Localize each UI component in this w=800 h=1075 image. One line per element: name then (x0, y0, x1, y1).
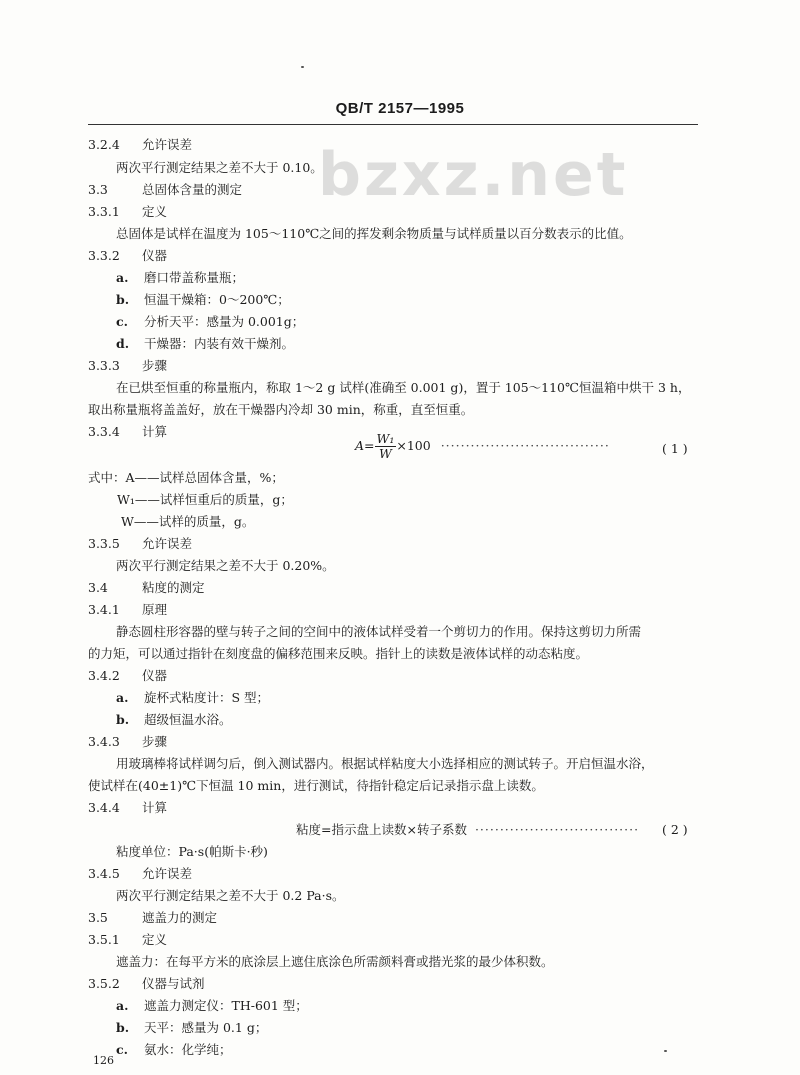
section-heading: 3.3.3 步骤 (88, 358, 168, 373)
paragraph-line: 的力矩，可以通过指针在刻度盘的偏移范围来反映。指针上的读数是液体试样的动态粘度。 (88, 646, 589, 661)
paragraph-line: 取出称量瓶将盖盖好，放在干燥器内冷却 30 min，称重，直至恒重。 (88, 402, 474, 417)
paragraph-line: 粘度单位：Pa·s(帕斯卡·秒) (116, 844, 268, 859)
paragraph-line: 遮盖力：在每平方米的底涂层上遮住底涂色所需颜料膏或揩光浆的最少体积数。 (116, 954, 554, 969)
paragraph-line: 两次平行测定结果之差不大于 0.10。 (116, 160, 323, 175)
scan-speck (301, 66, 304, 68)
list-item: c. 分析天平：感量为 0.001g； (116, 314, 305, 329)
equation-number: ( 2 ) (662, 822, 688, 837)
page-number: 126 (93, 1054, 114, 1067)
header-rule (88, 124, 698, 125)
scan-speck (664, 1050, 667, 1052)
paragraph-line: 在已烘至恒重的称量瓶内，称取 1～2 g 试样(准确至 0.001 g)，置于 105～110℃恒温箱中烘干 3 h， (116, 380, 691, 395)
section-heading: 3.3.5 允许误差 (88, 536, 193, 551)
equation-number: ( 1 ) (662, 441, 688, 456)
paragraph-line: W₁——试样恒重后的质量，g； (117, 492, 293, 507)
document-header: QB/T 2157—1995 (335, 100, 465, 117)
paragraph-line: 用玻璃棒将试样调匀后，倒入测试器内。根据试样粘度大小选择相应的测试转子。开启恒温水浴， (116, 756, 654, 771)
watermark: bzxz.net (318, 140, 629, 210)
paragraph-line: 总固体是试样在温度为 105～110℃之间的挥发剩余物质量与试样质量以百分数表示的比值。 (116, 226, 632, 241)
list-item: a. 旋杯式粘度计：S 型； (116, 690, 270, 705)
list-item: a. 磨口带盖称量瓶； (116, 270, 245, 285)
paragraph-line: 式中：A——试样总固体含量，%； (88, 470, 284, 485)
section-heading: 3.3 总固体含量的测定 (88, 182, 243, 197)
paragraph-line: 使试样在(40±1)℃下恒温 10 min，进行测试，待指针稳定后记录指示盘上读数。 (88, 778, 544, 793)
section-heading: 3.4 粘度的测定 (88, 580, 205, 595)
section-heading: 3.4.2 仪器 (88, 668, 168, 683)
list-item: b. 天平：感量为 0.1 g； (116, 1020, 268, 1035)
section-heading: 3.5.2 仪器与试剂 (88, 976, 205, 991)
list-item: d. 干燥器：内装有效干燥剂。 (116, 336, 295, 351)
section-heading: 3.4.1 原理 (88, 602, 168, 617)
paragraph-line: W——试样的质量，g。 (121, 514, 255, 529)
section-heading: 3.3.1 定义 (88, 204, 168, 219)
section-heading: 3.5 遮盖力的测定 (88, 910, 218, 925)
section-heading: 3.2.4 允许误差 (88, 137, 193, 152)
section-heading: 3.4.4 计算 (88, 800, 168, 815)
list-item: b. 超级恒温水浴。 (116, 712, 232, 727)
list-item: c. 氨水：化学纯； (116, 1042, 232, 1057)
paragraph-line: 两次平行测定结果之差不大于 0.2 Pa·s。 (116, 888, 345, 903)
paragraph-line: 两次平行测定结果之差不大于 0.20%。 (116, 558, 335, 573)
section-heading: 3.3.4 计算 (88, 424, 168, 439)
section-heading: 3.4.5 允许误差 (88, 866, 193, 881)
section-heading: 3.3.2 仪器 (88, 248, 168, 263)
paragraph-line: 静态圆柱形容器的壁与转子之间的空间中的液体试样受着一个剪切力的作用。保持这剪切力所需 (116, 624, 642, 639)
section-heading: 3.4.3 步骤 (88, 734, 168, 749)
list-item: b. 恒温干燥箱：0～200℃； (116, 292, 290, 307)
formula-2: 粘度=指示盘上读数×转子系数 ································· (296, 822, 640, 837)
formula-1: A= $\frac{\text{W₁}}{W}$ ×100 ·································· (355, 431, 610, 461)
list-item: a. 遮盖力测定仪：TH-601 型； (116, 998, 308, 1013)
section-heading: 3.5.1 定义 (88, 932, 168, 947)
